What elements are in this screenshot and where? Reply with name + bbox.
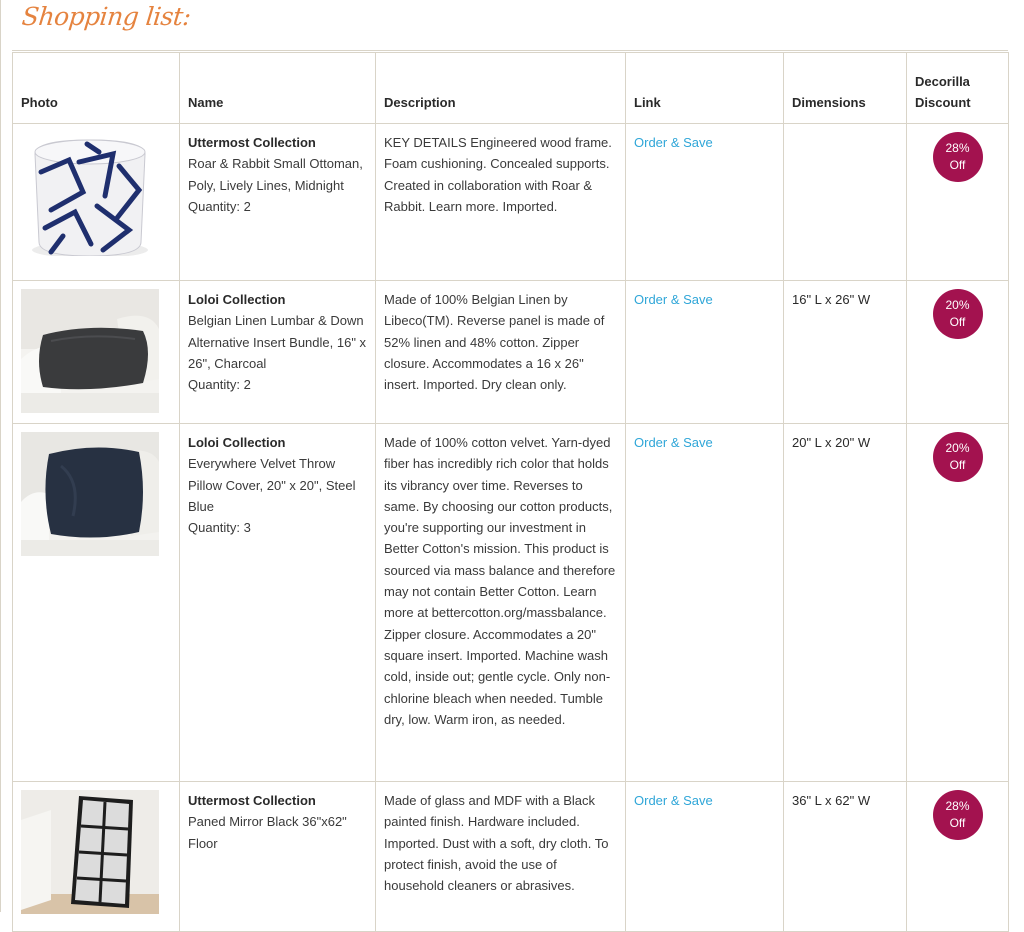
product-name: Paned Mirror Black 36"x62" Floor (188, 814, 347, 851)
title-divider (12, 50, 1008, 51)
header-description: Description (376, 53, 626, 124)
discount-value: 28% (945, 141, 970, 155)
order-save-link[interactable]: Order & Save (634, 292, 713, 307)
discount-value: 20% (945, 441, 970, 455)
discount-label: Off (949, 315, 966, 329)
left-border (0, 0, 1, 912)
photo-cell (13, 124, 180, 281)
photo-cell (13, 424, 180, 782)
discount-badge (933, 289, 983, 339)
header-discount-line2: Discount (915, 95, 971, 110)
description-cell: Made of 100% Belgian Linen by Libeco(TM). Reverse panel is made of 52% linen and 48% cotton. Zipper closure. Accommodates a 16 x 26" insert. Imported. Dry clean only. (376, 281, 626, 424)
dimensions-cell: 36" L x 62" W (784, 782, 907, 932)
table-row (13, 424, 1009, 782)
discount-cell (907, 782, 1009, 932)
floor-mirror-photo-icon[interactable] (21, 790, 159, 914)
discount-cell (907, 281, 1009, 424)
description-cell: Made of glass and MDF with a Black painted finish. Hardware included. Imported. Dust with a soft, dry cloth. To protect finish, avoid the use of household cleaners or abrasives. (376, 782, 626, 932)
discount-cell (907, 424, 1009, 782)
name-cell (180, 424, 376, 782)
name-cell (180, 782, 376, 932)
product-quantity: Quantity: 2 (188, 198, 251, 214)
table-row (13, 124, 1009, 281)
lumbar-pillow-photo-icon[interactable] (21, 289, 159, 413)
link-cell (626, 424, 784, 782)
link-cell (626, 281, 784, 424)
header-link: Link (626, 53, 784, 124)
discount-value: 28% (945, 799, 970, 813)
link-cell (626, 782, 784, 932)
velvet-pillow-photo-icon[interactable] (21, 432, 159, 556)
order-save-link[interactable]: Order & Save (634, 793, 713, 808)
dimensions-cell: 16" L x 26" W (784, 281, 907, 424)
product-quantity: Quantity: 3 (188, 520, 251, 536)
name-cell (180, 281, 376, 424)
table-row (13, 281, 1009, 424)
discount-label: Off (949, 458, 966, 472)
discount-value: 20% (945, 298, 970, 312)
product-quantity: Quantity: 2 (188, 377, 251, 393)
discount-label: Off (949, 158, 966, 172)
dimensions-cell: 20" L x 20" W (784, 424, 907, 782)
header-discount-line1: Decorilla (915, 74, 970, 89)
header-photo: Photo (13, 53, 180, 124)
discount-badge (933, 790, 983, 840)
product-name: Roar & Rabbit Small Ottoman, Poly, Lively Lines, Midnight (188, 156, 363, 193)
name-cell (180, 124, 376, 281)
ottoman-photo-icon[interactable] (21, 132, 159, 256)
discount-cell (907, 124, 1009, 281)
header-discount (907, 53, 1009, 124)
product-collection: Uttermost Collection (188, 793, 316, 808)
discount-badge (933, 132, 983, 182)
table-row (13, 782, 1009, 932)
order-save-link[interactable]: Order & Save (634, 435, 713, 450)
dimensions-cell (784, 124, 907, 281)
discount-label: Off (949, 816, 966, 830)
shopping-list-table (12, 52, 1009, 932)
order-save-link[interactable]: Order & Save (634, 135, 713, 150)
header-dimensions: Dimensions (784, 53, 907, 124)
product-collection: Loloi Collection (188, 292, 286, 307)
product-name: Everywhere Velvet Throw Pillow Cover, 20" x 20", Steel Blue (188, 456, 356, 514)
link-cell (626, 124, 784, 281)
product-collection: Uttermost Collection (188, 135, 316, 150)
table-header-row (13, 53, 1009, 124)
photo-cell (13, 782, 180, 932)
header-name: Name (180, 53, 376, 124)
page-title: Shopping list: (20, 2, 193, 31)
description-cell: Made of 100% cotton velvet. Yarn-dyed fiber has incredibly rich color that holds its vibrancy over time. Reverses to same. By choosing our cotton products, you're supporting our investment in Better Cotton's mission. This product is sourced via mass balance and therefore may not contain Better Cotton. Learn more at bettercotton.org/massbalance. Zipper closure. Accommodates a 20" square insert. Imported. Machine wash cold, inside out; gentle cycle. Only non-chlorine bleach when needed. Tumble dry, low. Warm iron, as needed. (376, 424, 626, 782)
product-collection: Loloi Collection (188, 435, 286, 450)
product-name: Belgian Linen Lumbar & Down Alternative Insert Bundle, 16" x 26", Charcoal (188, 313, 367, 371)
discount-badge (933, 432, 983, 482)
photo-cell (13, 281, 180, 424)
description-cell: KEY DETAILS Engineered wood frame. Foam cushioning. Concealed supports. Created in collaboration with Roar & Rabbit. Learn more. Imported. (376, 124, 626, 281)
